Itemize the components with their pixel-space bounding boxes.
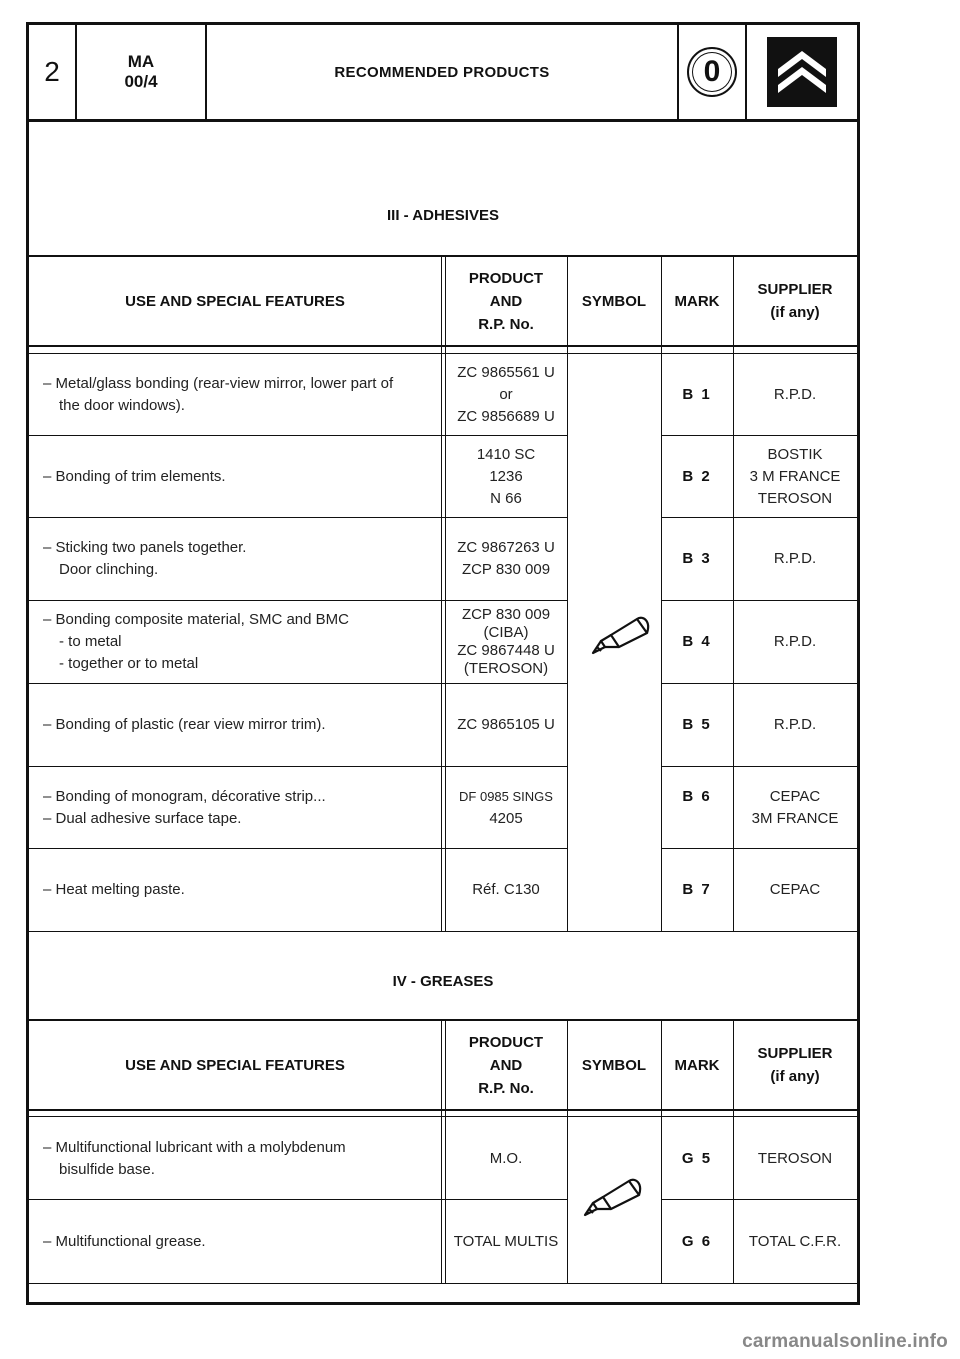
- supplier-line: 3M FRANCE: [751, 809, 839, 827]
- product-line: ZC 9865561 U: [457, 364, 555, 381]
- product-line: (CIBA): [483, 624, 529, 641]
- adhesives-section-title: III - ADHESIVES: [387, 207, 499, 224]
- col-supplier-header-l2: (if any): [770, 1068, 820, 1085]
- table-row-supplier: [733, 767, 857, 848]
- col-supplier-header-l2: (if any): [770, 304, 820, 321]
- supplier-line: CEPAC: [769, 787, 821, 805]
- divider: [441, 257, 442, 931]
- table-row-supplier: [733, 355, 857, 435]
- product-line: 1236: [489, 467, 523, 485]
- col-product-header-l2: AND: [489, 292, 523, 310]
- table-row-product: [445, 767, 567, 848]
- product-line: 1410 SC: [476, 445, 536, 463]
- col-symbol-header: SYMBOL: [581, 292, 647, 310]
- use-line: – Bonding of monogram, décorative strip...: [43, 787, 326, 805]
- table-row-use: [29, 518, 441, 600]
- table-row-mark: B 1: [682, 386, 712, 403]
- product-line: DF 0985 SINGS: [459, 788, 553, 804]
- product-line: M.O.: [489, 1149, 523, 1167]
- manual-code-line2: 00/4: [124, 72, 158, 91]
- zero-badge: 0: [687, 47, 737, 97]
- supplier-line: R.P.D.: [773, 716, 817, 733]
- table-row-mark: B 7: [682, 881, 712, 898]
- table-row-supplier: [733, 601, 857, 683]
- supplier-line: TEROSON: [757, 1149, 833, 1167]
- citroen-double-chevron-icon: [767, 37, 837, 107]
- col-supplier-header: [733, 257, 857, 345]
- product-line: TOTAL MULTIS: [453, 1232, 559, 1250]
- table-row-product: [445, 1118, 567, 1199]
- supplier-line: CEPAC: [769, 881, 821, 898]
- table-row-mark: G 6: [681, 1232, 713, 1250]
- table-row-product: [445, 684, 567, 766]
- table-row-use: [29, 355, 441, 435]
- table-row-product: [445, 355, 567, 435]
- use-line: – Bonding composite material, SMC and BMC: [43, 611, 349, 628]
- page-title: RECOMMENDED PRODUCTS: [207, 25, 679, 119]
- col-use-header: USE AND SPECIAL FEATURES: [125, 1056, 345, 1074]
- table-row-supplier: [733, 849, 857, 931]
- product-line: (TEROSON): [463, 660, 549, 677]
- col-supplier-header: [733, 1021, 857, 1109]
- col-product-header: [445, 1021, 567, 1109]
- col-product-header-l2: AND: [489, 1056, 523, 1074]
- zero-badge-cell: [679, 25, 747, 119]
- use-line: – Heat melting paste.: [43, 881, 185, 898]
- table-row-product: [445, 518, 567, 600]
- table-row-product: [445, 436, 567, 517]
- table-row-use: [29, 1200, 441, 1283]
- table-row-mark: B 6: [682, 788, 712, 805]
- supplier-line: 3 M FRANCE: [749, 467, 841, 485]
- table-row-use: [29, 684, 441, 766]
- manual-code-line1: MA: [127, 52, 155, 71]
- product-line: ZC 9865105 U: [457, 716, 555, 733]
- product-line: ZCP 830 009: [461, 606, 551, 623]
- table-row-mark: B 3: [682, 550, 712, 567]
- grease-tube-icon: [581, 1175, 647, 1221]
- table-row-use: [29, 1118, 441, 1199]
- supplier-line: TOTAL C.F.R.: [748, 1232, 842, 1250]
- divider: [567, 257, 568, 931]
- product-line: Réf. C130: [472, 881, 540, 898]
- table-row-mark: G 5: [681, 1149, 713, 1167]
- col-symbol-header: SYMBOL: [581, 1056, 647, 1074]
- col-product-header-l3: R.P. No.: [478, 315, 534, 333]
- col-use-header: USE AND SPECIAL FEATURES: [125, 292, 345, 310]
- table-row-product: [445, 601, 567, 683]
- col-product-header: [445, 257, 567, 345]
- use-line: – Multifunctional lubricant with a molybdenum: [43, 1138, 346, 1156]
- table-row-supplier: [733, 684, 857, 766]
- table-row-mark: B 2: [682, 467, 712, 485]
- use-line: – Multifunctional grease.: [43, 1232, 206, 1250]
- use-line: – Dual adhesive surface tape.: [43, 809, 242, 827]
- brand-logo-cell: [747, 25, 857, 119]
- supplier-line: TEROSON: [757, 489, 833, 507]
- supplier-line: R.P.D.: [773, 386, 817, 403]
- divider: [29, 931, 857, 932]
- product-line: 4205: [489, 809, 523, 827]
- supplier-line: BOSTIK: [767, 445, 823, 463]
- col-product-header-l3: R.P. No.: [478, 1079, 534, 1097]
- use-line: the door windows).: [59, 397, 185, 414]
- use-line: – Bonding of trim elements.: [43, 467, 226, 485]
- use-line: – Bonding of plastic (rear view mirror trim).: [43, 716, 326, 733]
- col-mark-header: MARK: [674, 292, 720, 310]
- table-row-mark: B 5: [682, 716, 712, 733]
- product-line: ZCP 830 009: [461, 561, 551, 578]
- table-row-supplier: [733, 1118, 857, 1199]
- table-row-supplier: [733, 1200, 857, 1283]
- table-row-use: [29, 767, 441, 848]
- table-row-use: [29, 436, 441, 517]
- use-line: Door clinching.: [59, 561, 159, 578]
- table-row-use: [29, 601, 441, 683]
- page-number: 2: [29, 25, 77, 119]
- col-product-header-l1: PRODUCT: [468, 1033, 544, 1051]
- col-supplier-header-l1: SUPPLIER: [757, 281, 833, 298]
- table-row-use: [29, 849, 441, 931]
- product-line: or: [499, 386, 513, 403]
- table-row-mark: B 4: [682, 633, 712, 650]
- divider: [29, 1283, 857, 1284]
- table-row-supplier: [733, 518, 857, 600]
- product-line: N 66: [490, 489, 522, 507]
- table-row-supplier: [733, 436, 857, 517]
- table-row-product: [445, 849, 567, 931]
- use-line: – Sticking two panels together.: [43, 539, 247, 556]
- supplier-line: R.P.D.: [773, 633, 817, 650]
- use-line: - to metal: [59, 633, 122, 650]
- divider: [441, 1021, 442, 1283]
- page-header: [29, 25, 857, 122]
- use-line: – Metal/glass bonding (rear-view mirror, lower part of: [43, 375, 394, 392]
- greases-section-title: IV - GREASES: [392, 973, 494, 990]
- product-line: ZC 9867263 U: [457, 539, 555, 556]
- table-row-product: [445, 1200, 567, 1283]
- manual-code: [77, 25, 207, 119]
- divider: [567, 1021, 568, 1283]
- product-line: ZC 9867448 U: [457, 642, 555, 659]
- supplier-line: R.P.D.: [773, 550, 817, 567]
- watermark: carmanualsonline.info: [742, 1331, 948, 1352]
- use-line: - together or to metal: [59, 655, 199, 672]
- col-mark-header: MARK: [674, 1056, 720, 1074]
- col-product-header-l1: PRODUCT: [468, 269, 544, 287]
- adhesive-tube-icon: [589, 613, 655, 659]
- page-frame: [26, 22, 860, 1305]
- col-supplier-header-l1: SUPPLIER: [757, 1045, 833, 1062]
- product-line: ZC 9856689 U: [457, 408, 555, 425]
- use-line: bisulfide base.: [59, 1160, 155, 1178]
